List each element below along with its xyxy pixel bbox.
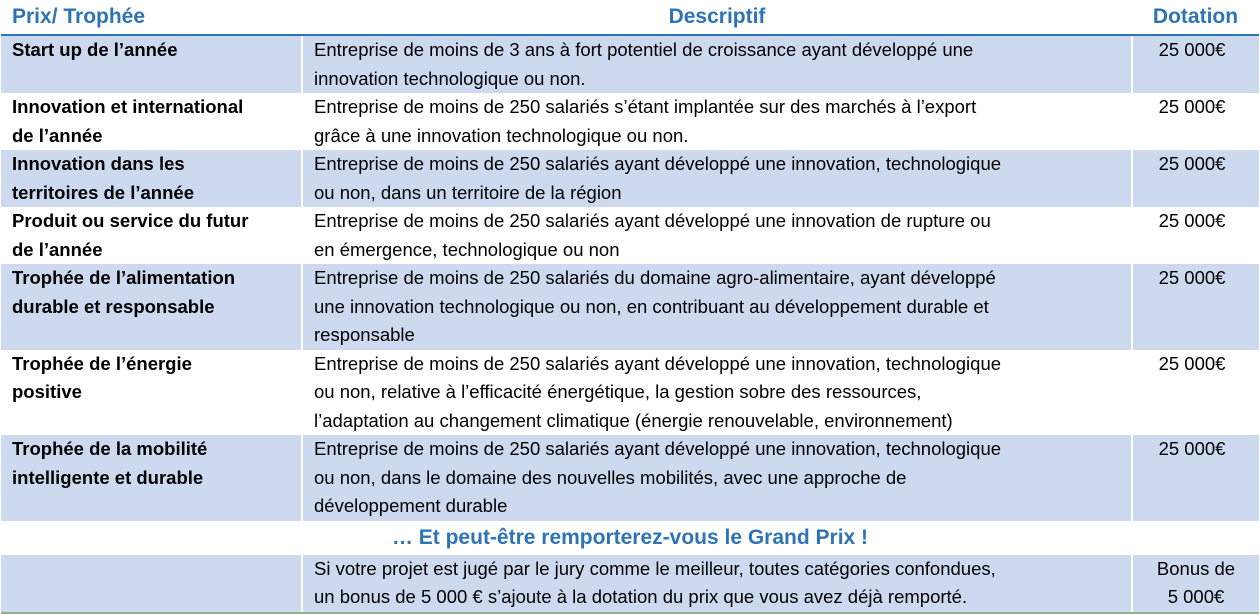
table-row — [1, 207, 1259, 264]
prize-name-line: durable et responsable — [12, 295, 215, 317]
prize-amount — [1132, 35, 1259, 93]
bonus-amount-line-2: 5 000€ — [1167, 586, 1225, 607]
prize-description — [302, 93, 1132, 150]
prize-name-line: de l’année — [12, 238, 103, 260]
prize-amount-value: 25 000€ — [1158, 210, 1226, 231]
table-header-row — [1, 0, 1259, 35]
prize-name — [1, 35, 302, 93]
bonus-row — [1, 555, 1259, 613]
prize-description-line: Entreprise de moins de 250 salariés ayant développé une innovation, technologique — [314, 438, 1002, 459]
prize-description — [302, 264, 1132, 350]
prize-amount — [1132, 350, 1259, 436]
prize-amount-value: 25 000€ — [1158, 96, 1226, 117]
table-row — [1, 150, 1259, 207]
prize-description-line: innovation technologique ou non. — [314, 67, 586, 89]
prize-description — [302, 150, 1132, 207]
prize-description-line: Entreprise de moins de 250 salariés du domaine agro-alimentaire, ayant développé — [314, 267, 996, 288]
prize-description-line: ou non, relative à l’efficacité énergétique, la gestion sobre des ressources, — [314, 381, 922, 402]
prize-description — [302, 207, 1132, 264]
grand-prix-row — [1, 521, 1259, 555]
prize-description-line: Entreprise de moins de 3 ans à fort potentiel de croissance ayant développé une — [314, 39, 974, 60]
prize-description — [302, 350, 1132, 436]
prize-description-line: en émergence, technologique ou non — [314, 238, 620, 260]
table-row — [1, 435, 1259, 521]
prize-amount — [1132, 150, 1259, 207]
prize-description-line: une innovation technologique ou non, en contribuant au développement durable et — [314, 295, 989, 317]
prize-description-line: Entreprise de moins de 250 salariés ayant développé une innovation de rupture ou — [314, 210, 991, 231]
prize-amount-value: 25 000€ — [1158, 267, 1226, 288]
prize-description-line: ou non, dans le domaine des nouvelles mobilités, avec une approche de — [314, 466, 907, 488]
prize-name — [1, 93, 302, 150]
table-row — [1, 350, 1259, 436]
prize-name-line: Innovation et international — [12, 96, 244, 117]
prize-name-line: Innovation dans les — [12, 153, 185, 174]
prize-amount-value: 25 000€ — [1158, 153, 1226, 174]
prize-amount — [1132, 93, 1259, 150]
prize-amount-value: 25 000€ — [1158, 39, 1226, 60]
prize-description — [302, 35, 1132, 93]
bonus-name-cell — [1, 555, 302, 613]
prize-description-line: grâce à une innovation technologique ou non. — [314, 124, 689, 146]
bonus-desc-line-1: Si votre projet est jugé par le jury comme le meilleur, toutes catégories confondues, — [314, 557, 996, 579]
prize-name — [1, 207, 302, 264]
prize-description-line: ou non, dans un territoire de la région — [314, 181, 622, 203]
prize-name-line: de l’année — [12, 124, 103, 146]
prize-name-line: Start up de l’année — [12, 39, 178, 60]
grand-prix-title: … Et peut-être remporterez-vous le Grand Prix ! — [1, 521, 1259, 555]
prize-name-line: Trophée de l’énergie — [12, 352, 192, 374]
prize-description-line: Entreprise de moins de 250 salariés s’étant implantée sur des marchés à l’export — [314, 96, 977, 117]
prize-name — [1, 150, 302, 207]
header-dotation: Dotation — [1132, 0, 1259, 35]
bonus-description — [302, 555, 1132, 613]
bonus-amount-line-1: Bonus de — [1156, 557, 1236, 579]
prize-description-line: développement durable — [314, 495, 508, 516]
prize-amount — [1132, 207, 1259, 264]
table-row — [1, 93, 1259, 150]
prize-amount-value: 25 000€ — [1158, 438, 1226, 459]
prize-name — [1, 350, 302, 436]
prize-amount-value: 25 000€ — [1158, 352, 1226, 374]
prize-name — [1, 264, 302, 350]
prize-name-line: territoires de l’année — [12, 181, 194, 203]
prize-table — [1, 0, 1259, 614]
prize-name-line: Trophée de l’alimentation — [12, 267, 236, 288]
prize-name-line: Trophée de la mobilité — [12, 438, 208, 459]
prize-description-line: l’adaptation au changement climatique (énergie renouvelable, environnement) — [314, 409, 953, 431]
prize-name-line: Produit ou service du futur — [12, 210, 249, 231]
prize-description-line: Entreprise de moins de 250 salariés ayant développé une innovation, technologique — [314, 352, 1002, 374]
bonus-desc-line-2: un bonus de 5 000 € s’ajoute à la dotation du prix que vous avez déjà remporté. — [314, 586, 968, 607]
prize-description-line: Entreprise de moins de 250 salariés ayant développé une innovation, technologique — [314, 153, 1002, 174]
table-row — [1, 264, 1259, 350]
prize-rows — [1, 35, 1259, 521]
header-prix: Prix/ Trophée — [1, 0, 302, 35]
prize-name — [1, 435, 302, 521]
table-row — [1, 35, 1259, 93]
prize-name-line: intelligente et durable — [12, 466, 204, 488]
prize-name-line: positive — [12, 381, 82, 402]
prize-amount — [1132, 264, 1259, 350]
prize-amount — [1132, 435, 1259, 521]
prize-description — [302, 435, 1132, 521]
bonus-amount — [1132, 555, 1259, 613]
header-descriptif: Descriptif — [302, 0, 1132, 35]
prize-description-line: responsable — [314, 324, 415, 345]
